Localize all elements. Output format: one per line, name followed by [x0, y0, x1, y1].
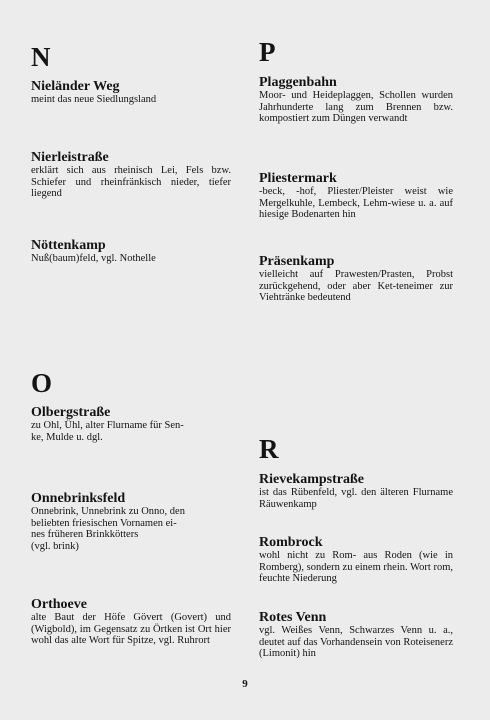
entry-term: Orthoeve	[31, 597, 87, 612]
entry-orthoeve	[31, 597, 231, 647]
entry-plaggenbahn	[259, 75, 453, 125]
entry-text: vgl. Weißes Venn, Schwarzes Venn u. a., deutet auf das Vorhandensein von Roteisenerz (Limonit) hin	[259, 625, 453, 660]
entry-text: zu Ohl, Ühl, alter Flurname für Sen- ke, Mulde u. dgl.	[31, 420, 184, 443]
entry-term: Rombrock	[259, 535, 323, 550]
entry-term: Nierleistraße	[31, 150, 109, 165]
page-number: 9	[242, 678, 248, 690]
entry-pliestermark	[259, 171, 453, 221]
entry-text: -beck, -hof, Pliester/Pleister weist wie Mergelkuhle, Lembeck, Lehm-wiese u. a. auf hiesige Bodenarten hin	[259, 186, 453, 221]
entry-rombrock	[259, 535, 453, 585]
entry-noettenkamp	[31, 238, 231, 265]
entry-text: vielleicht auf Prawesten/Prasten, Probst zurückgehend, oder aber Ket-teneimer zur Viehtränke bedeutend	[259, 269, 453, 304]
entry-text: wohl nicht zu Rom- aus Roden (wie in Romberg), sondern zu einem rhein. Wort rom, feuchte Niederung	[259, 550, 453, 585]
entry-term: Olbergstraße	[31, 405, 111, 420]
entry-text: Nuß(baum)feld, vgl. Nothelle	[31, 253, 156, 264]
entry-onnebrinksfeld	[31, 491, 231, 552]
section-letter-p: P	[259, 37, 276, 67]
entry-term: Nöttenkamp	[31, 238, 106, 253]
entry-text: meint das neue Siedlungsland	[31, 94, 157, 105]
entry-term: Onnebrinksfeld	[31, 491, 126, 506]
entry-term: Nieländer Weg	[31, 79, 120, 94]
entry-text: ist das Rübenfeld, vgl. den älteren Flurname Räuwenkamp	[259, 487, 453, 510]
entry-olbergstrasse	[31, 405, 231, 443]
section-letter-o: O	[31, 368, 53, 398]
entry-text: erklärt sich aus rheinisch Lei, Fels bzw. Schiefer und rheinfränkisch nieder, tiefer liegend	[31, 165, 231, 200]
entry-term: Rievekampstraße	[259, 472, 364, 487]
section-letter-n: N	[31, 42, 51, 72]
entry-term: Pliestermark	[259, 171, 337, 186]
entry-rievekampstrasse	[259, 472, 453, 510]
entry-rotes-venn	[259, 610, 453, 660]
entry-nierleistrasse	[31, 150, 231, 200]
entry-text: Moor- und Heideplaggen, Schollen wurden Jahrhunderte lang zum Brennen bzw. kompostiert zum Düngen verwandt	[259, 90, 453, 125]
entry-text: alte Baut der Höfe Gövert (Govert) und (Wigbold), im Gegensatz zu Örtken ist Ort hier wohl das alte Wort für Spitze, vgl. Ruhrort	[31, 612, 231, 647]
entry-text: Onnebrink, Unnebrink zu Onno, den beliebten friesischen Vornamen ei- nes früheren Brinkkötters (vgl. brink)	[31, 506, 185, 552]
entry-term: Präsenkamp	[259, 254, 335, 269]
entry-praesenkamp	[259, 254, 453, 304]
entry-nielaender-weg	[31, 79, 231, 106]
entry-term: Rotes Venn	[259, 610, 327, 625]
entry-term: Plaggenbahn	[259, 75, 337, 90]
section-letter-r: R	[259, 434, 279, 464]
